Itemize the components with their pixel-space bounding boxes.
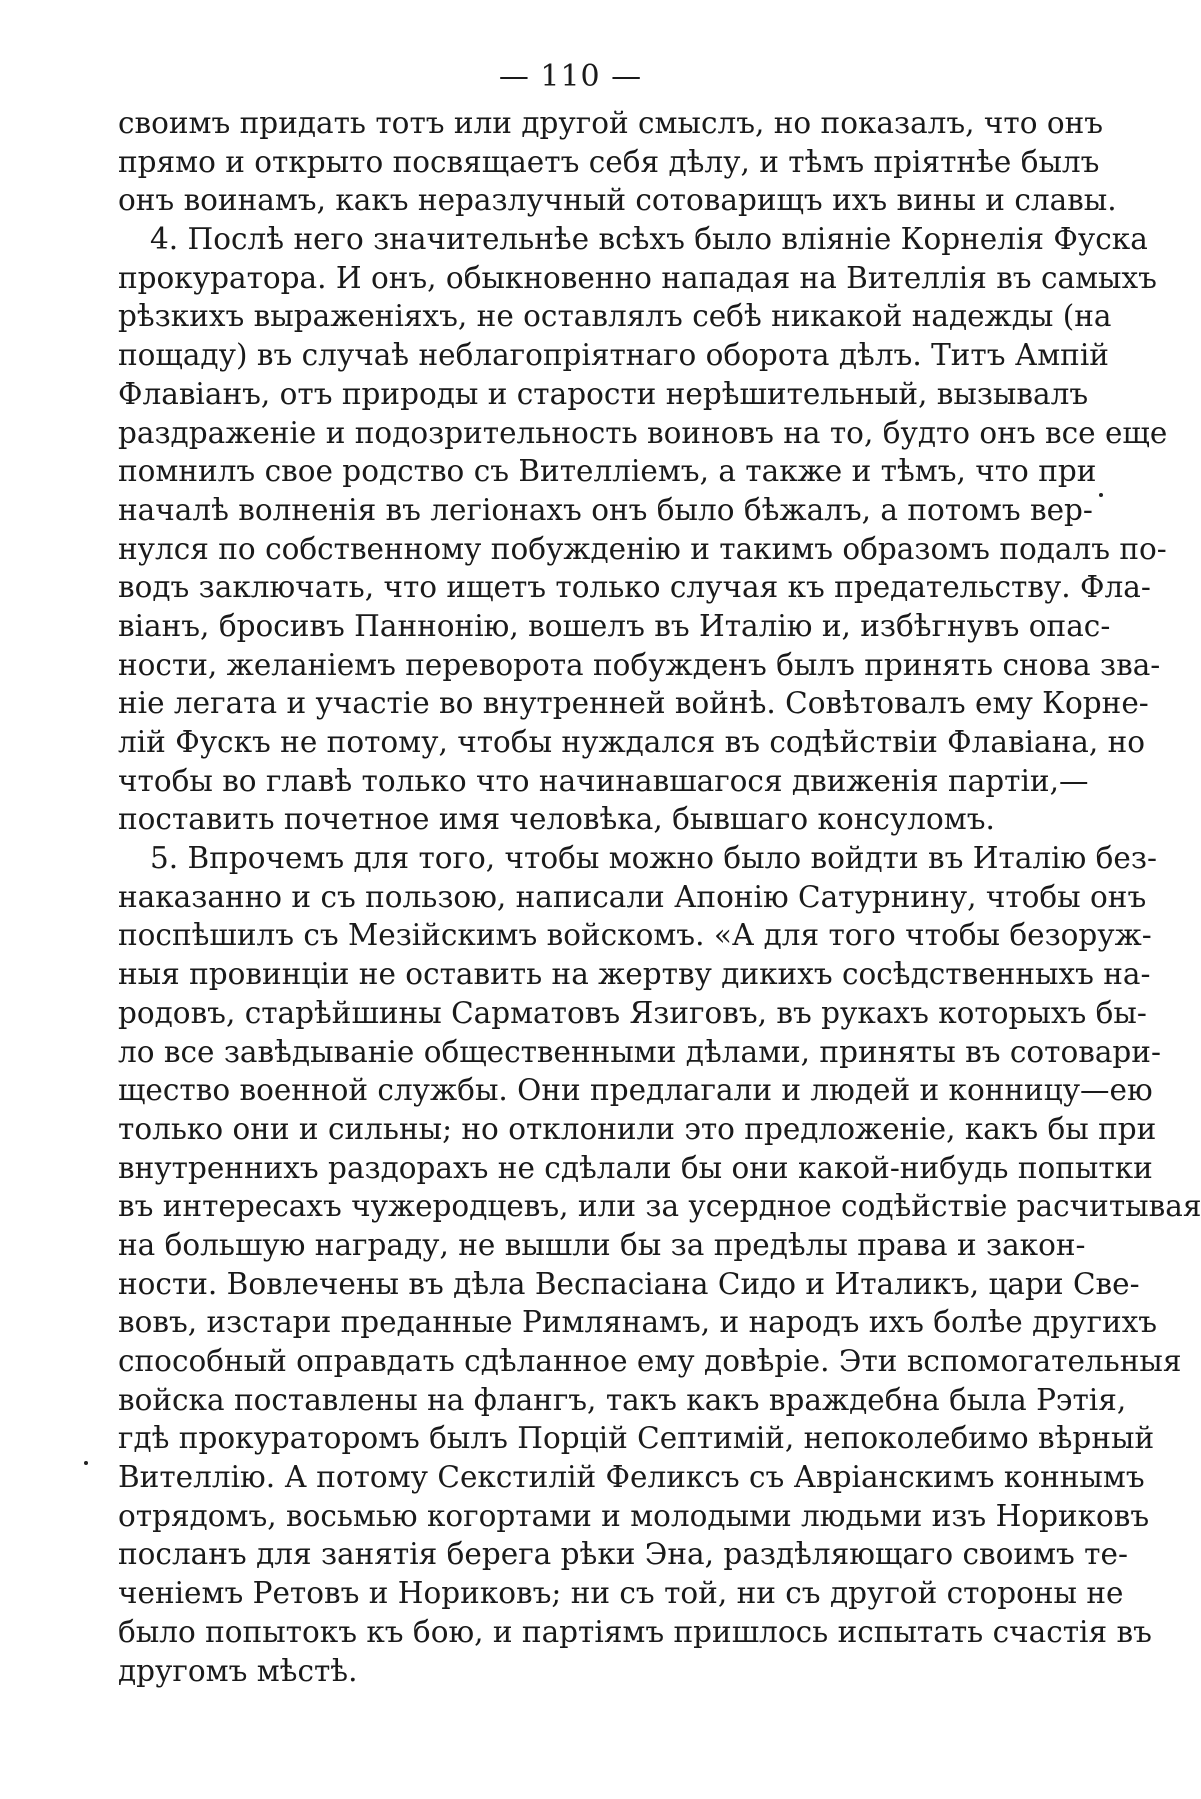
text-line: прямо и открыто посвящаетъ себя дѣлу, и тѣмъ пріятнѣе былъ	[118, 144, 1100, 179]
text-line: раздраженіе и подозрительность воиновъ на то, будто онъ все еще	[118, 415, 1168, 450]
text-line: вовъ, изстари преданные Римлянамъ, и народъ ихъ болѣе другихъ	[118, 1305, 1158, 1340]
text-line: Флавіанъ, отъ природы и старости нерѣшительный, вызывалъ	[118, 376, 1089, 411]
text-line: наказанно и съ пользою, написали Апонію Сатурнину, чтобы онъ	[118, 879, 1147, 914]
text-line: прокуратора. И онъ, обыкновенно нападая на Вителлія въ самыхъ	[118, 260, 1157, 295]
text-line: 4. Послѣ него значительнѣе всѣхъ было вліяніе Корнелія Фуска	[150, 222, 1148, 257]
text-line: онъ воинамъ, какъ неразлучный сотоварищъ ихъ вины и славы.	[118, 183, 1117, 218]
document-page	[118, 59, 1201, 1690]
print-speck	[84, 1461, 88, 1465]
text-line: рѣзкихъ выраженіяхъ, не оставлялъ себѣ никакой надежды (на	[118, 299, 1112, 334]
text-line: Вителлію. А потому Секстилій Феликсъ съ Авріанскимъ коннымъ	[118, 1460, 1145, 1495]
text-line: щество военной службы. Они предлагали и людей и конницу—ею	[118, 1073, 1153, 1108]
text-line: ности. Вовлечены въ дѣла Веспасіана Сидо и Италикъ, цари Све-	[118, 1266, 1140, 1301]
text-line: родовъ, старѣйшины Сарматовъ Язиговъ, въ рукахъ которыхъ бы-	[118, 995, 1147, 1030]
text-line: поставить почетное имя человѣка, бывшаго консуломъ.	[118, 802, 995, 837]
text-line: ности, желаніемъ переворота побужденъ былъ принять снова зва-	[118, 647, 1161, 682]
text-line: пощаду) въ случаѣ неблагопріятнаго оборота дѣлъ. Титъ Ампій	[118, 338, 1109, 373]
text-line: способный оправдать сдѣланное ему довѣріе. Эти вспомогательныя	[118, 1344, 1182, 1378]
text-line: водъ заключать, что ищетъ только случая къ предательству. Фла-	[118, 570, 1151, 605]
text-line: віанъ, бросивъ Паннонію, вошелъ въ Италію и, избѣгнувъ опас-	[118, 608, 1111, 643]
text-line: отрядомъ, восьмью когортами и молодыми людьми изъ Нориковъ	[118, 1498, 1150, 1533]
text-line: ніе легата и участіе во внутренней войнѣ. Совѣтовалъ ему Корне-	[118, 686, 1149, 721]
text-line: на большую награду, не вышли бы за предѣлы права и закон-	[118, 1227, 1086, 1262]
text-line: началѣ волненія въ легіонахъ онъ было бѣжалъ, а потомъ вер-	[118, 492, 1093, 527]
text-line: ныя провинціи не оставить на жертву дикихъ сосѣдственныхъ на-	[118, 957, 1151, 992]
text-line: въ интересахъ чужеродцевъ, или за усердное содѣйствіе расчитывая	[118, 1189, 1201, 1224]
print-speck	[1099, 493, 1103, 497]
text-line: посланъ для занятія берега рѣки Эна, раздѣляющаго своимъ те-	[118, 1537, 1128, 1572]
text-line: своимъ придать тотъ или другой смыслъ, но показалъ, что онъ	[118, 106, 1104, 140]
text-line: внутреннихъ раздорахъ не сдѣлали бы они какой-нибудь попытки	[118, 1150, 1153, 1185]
text-line: было попытокъ къ бою, и партіямъ пришлось испытать счастія въ	[118, 1614, 1152, 1649]
body-text	[118, 104, 1201, 1690]
text-line: нулся по собственному побужденію и такимъ образомъ подалъ по-	[118, 531, 1167, 566]
text-line: поспѣшилъ съ Мезійскимъ войскомъ. «А для того чтобы безоруж-	[118, 918, 1152, 953]
text-line: чтобы во главѣ только что начинавшагося движенія партіи,—	[118, 763, 1089, 798]
text-line: гдѣ прокураторомъ былъ Порцій Септимій, непоколебимо вѣрный	[118, 1421, 1155, 1456]
text-line: 5. Впрочемъ для того, чтобы можно было войдти въ Италію без-	[150, 841, 1157, 876]
text-line: ло все завѣдываніе общественными дѣлами, приняты въ сотовари-	[118, 1034, 1161, 1069]
text-line: войска поставлены на флангъ, такъ какъ враждебна была Рэтія,	[118, 1382, 1127, 1417]
text-line: другомъ мѣстѣ.	[118, 1653, 358, 1688]
text-line: ченіемъ Ретовъ и Нориковъ; ни съ той, ни съ другой стороны не	[118, 1576, 1124, 1611]
text-line: помнилъ свое родство съ Вителліемъ, а также и тѣмъ, что при	[118, 454, 1097, 489]
text-line: только они и сильны; но отклонили это предложеніе, какъ бы при	[118, 1111, 1157, 1146]
page-number: — 110 —	[498, 59, 643, 94]
text-line: лій Фускъ не потому, чтобы нуждался въ содѣйствіи Флавіана, но	[118, 725, 1146, 759]
